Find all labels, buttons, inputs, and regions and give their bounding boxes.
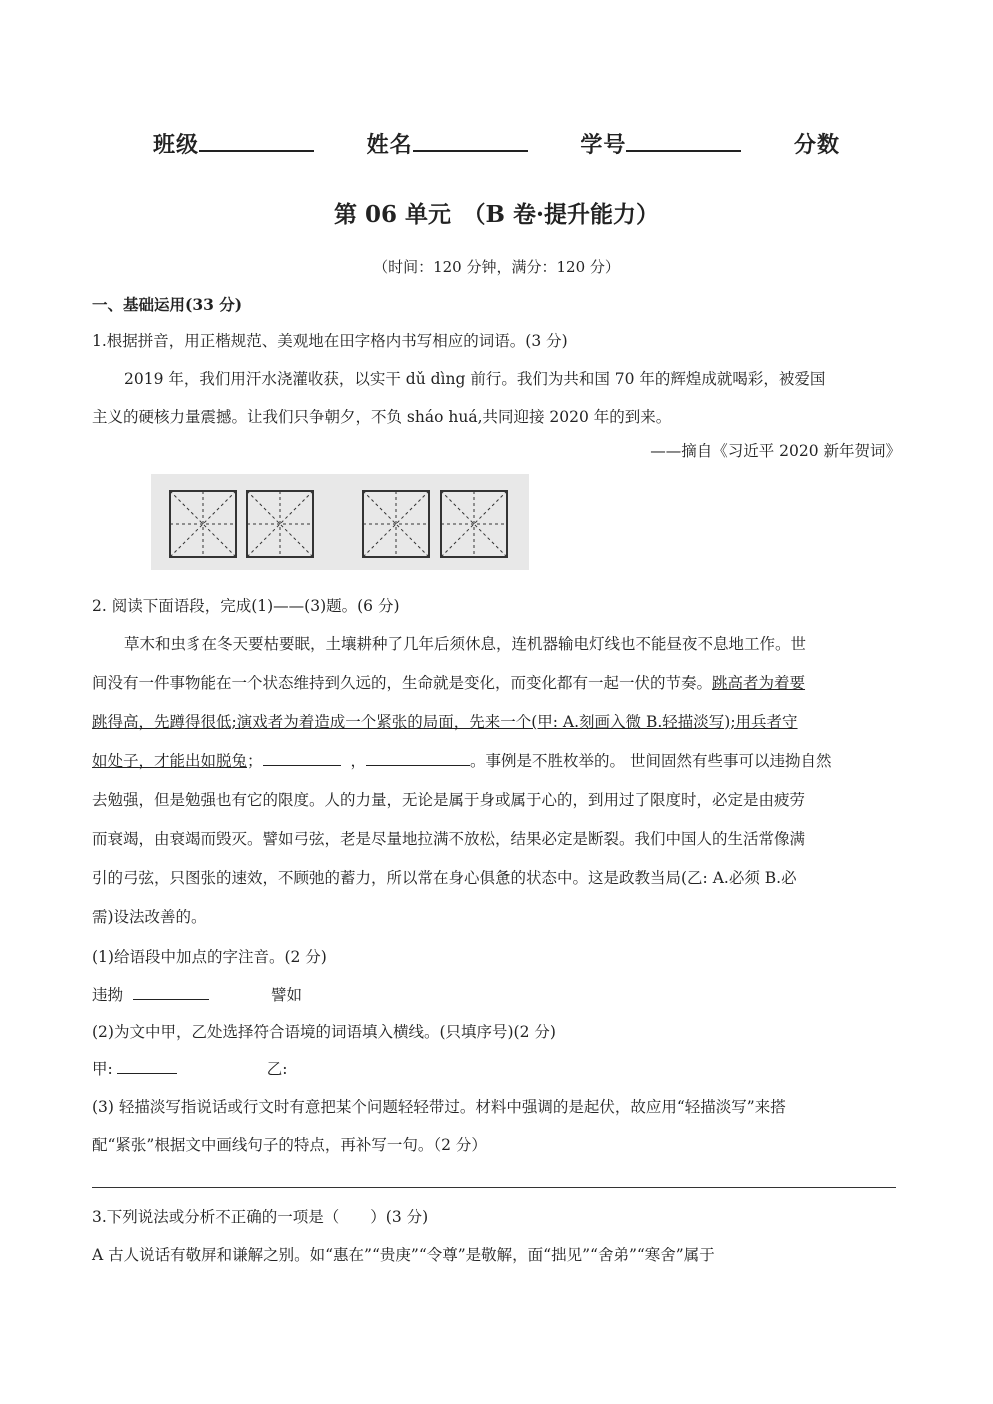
grid-cell-3[interactable] <box>363 491 429 557</box>
name-label: 姓名 <box>366 132 413 158</box>
class-blank[interactable] <box>199 128 314 152</box>
name-field <box>367 128 528 159</box>
sub2-answer-blank-a[interactable] <box>117 1057 177 1074</box>
q2-fill-blank-1[interactable] <box>263 749 341 766</box>
class-field <box>153 128 314 159</box>
q2-fill-blank-2[interactable] <box>366 749 470 766</box>
name-blank[interactable] <box>413 128 528 152</box>
score-field <box>794 128 840 159</box>
q3-stem: 3.下列说法或分析不正确的一项是（ ）(3 分) <box>92 1208 429 1226</box>
q2-line-4-rest: 。事例是不胜枚举的。 世间固然有些事可以违拗自然 <box>470 752 832 770</box>
student-id-field <box>580 128 741 159</box>
grid-cell-4[interactable] <box>441 491 507 557</box>
student-id-blank[interactable] <box>626 128 741 152</box>
q2-sub3-line-1: (3) 轻描淡写指说话或行文时有意把某个问题轻轻带过。材料中强调的是起伏，故应用“轻描淡写”来搭 <box>92 1098 786 1116</box>
q1-paragraph-line-2: 主义的硬核力量震撼。让我们只争朝夕，不负 sháo huá,共同迎接 2020 年的到来。 <box>92 408 672 426</box>
q2-sub1-answers <box>92 976 904 1014</box>
q1-paragraph-line-1: 2019 年，我们用汗水浇灌收获，以实干 dǔ dìng 前行。我们为共和国 70 年的辉煌成就喝彩，被爱国 <box>124 370 826 388</box>
sub2-label-a: 甲: <box>92 1060 113 1078</box>
class-label: 班级 <box>152 132 199 158</box>
q1-attribution: ——摘自《习近平 2020 新年贺词》 <box>650 442 901 460</box>
q2-sub1-stem: (1)给语段中加点的字注音。(2 分) <box>92 948 327 966</box>
sub1-answer-blank-1[interactable] <box>133 983 209 1000</box>
sub1-word-2: 譬如 <box>271 986 303 1004</box>
q1-stem: 1.根据拼音，用正楷规范、美观地在田字格内书写相应的词语。(3 分) <box>92 332 568 350</box>
q2-paragraph-line-1: 草木和虫豸在冬天要枯要眠，土壤耕种了几年后须休息，连机器输电灯线也不能昼夜不息地工作。世 <box>124 635 807 653</box>
q2-sub3-line-2: 配“紧张”根据文中画线句子的特点，再补写一句。（2 分） <box>92 1136 487 1154</box>
q2-paragraph-line-5: 去勉强，但是勉强也有它的限度。人的力量，无论是属于身或属于心的，到用过了限度时，必定是由疲劳 <box>92 791 806 809</box>
q2-stem: 2. 阅读下面语段，完成(1)——(3)题。(6 分) <box>92 597 400 615</box>
q2-paragraph-line-2 <box>92 664 904 702</box>
tianzige-writing-grid[interactable] <box>151 474 529 570</box>
q2-sub2-answers <box>92 1050 904 1088</box>
q2-line-2-text: 间没有一件事物能在一个状态维持到久远的，生命就是变化，而变化都有一起一伏的节奏。 <box>92 674 713 692</box>
section-heading: 一、基础运用(33 分) <box>92 295 243 314</box>
q2-underlined-sentence-start: 跳高者为着要 <box>712 674 806 692</box>
q2-separator-1: ； <box>247 752 263 770</box>
tianzige-grid-svg <box>151 474 529 570</box>
q2-paragraph-line-7: 引的弓弦，只图张的速效，不顾弛的蓄力，所以常在身心俱惫的状态中。这是政教当局(乙: A.必须 B.必 <box>92 869 797 887</box>
q2-underlined-sentence-end: 如处子，才能出如脱兔 <box>92 752 248 770</box>
q3-option-a: A 古人说话有敬屏和谦解之别。如“惠在”“贵庚”“令尊”是敬解，面“拙见”“舍弟”“寒舍”属于 <box>92 1246 715 1264</box>
page-subtitle: （时间：120 分钟，满分：120 分） <box>373 258 620 276</box>
student-info-header <box>0 128 993 159</box>
answer-line[interactable] <box>92 1187 896 1188</box>
sub1-word-1: 违拗 <box>92 986 124 1004</box>
q2-paragraph-line-6: 而衰竭，由衰竭而毁灭。譬如弓弦，老是尽量地拉满不放松，结果必定是断裂。我们中国人的生活常像满 <box>92 830 806 848</box>
q2-paragraph-line-4 <box>92 742 904 780</box>
sub2-label-b: 乙: <box>266 1060 288 1078</box>
score-label: 分数 <box>794 132 841 158</box>
q2-underlined-sentence: 跳得高，先蹲得很低;演戏者为着造成一个紧张的局面，先来一个(甲: A.刻画入微 B.轻描淡写);用兵者守 <box>92 713 798 731</box>
q2-paragraph-line-8: 需)设法改善的。 <box>92 908 207 926</box>
grid-cell-1[interactable] <box>170 491 236 557</box>
q2-sub2-stem: (2)为文中甲，乙处选择符合语境的词语填入横线。(只填序号)(2 分) <box>92 1023 556 1041</box>
grid-cell-2[interactable] <box>247 491 313 557</box>
q2-separator-2: ， <box>350 752 367 770</box>
page-title: 第 06 单元 （B 卷·提升能力） <box>334 201 659 228</box>
student-id-label: 学号 <box>580 132 627 158</box>
